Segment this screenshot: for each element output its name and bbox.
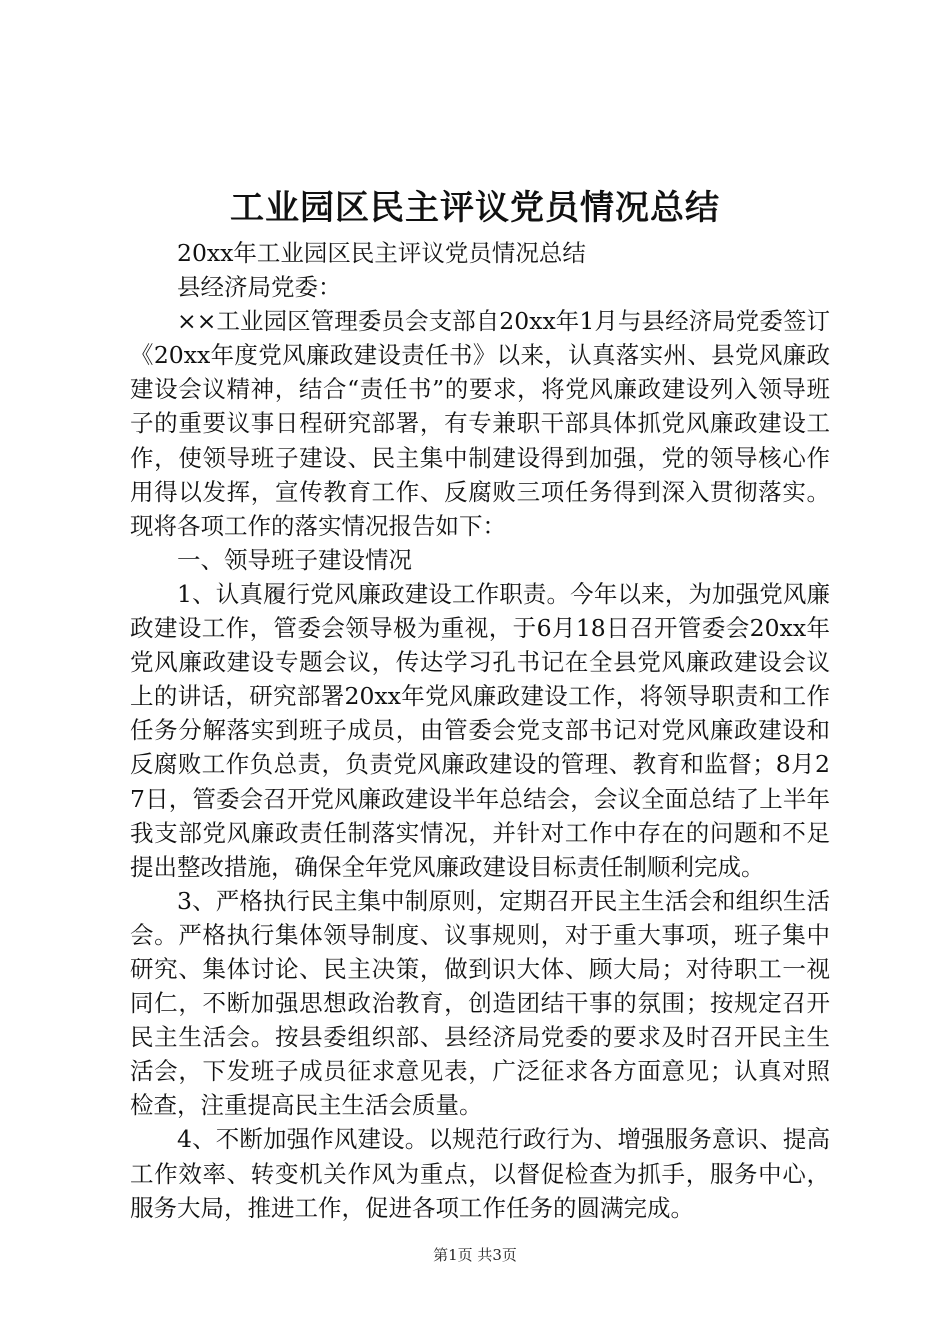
intro-paragraph: ××工业园区管理委员会支部自20xx年1月与县经济局党委签订《20xx年度党风廉政建设责任书》以来，认真落实州、县党风廉政建设会议精神，结合“责任书”的要求，将党风廉政建设列入领导班子的重要议事日程研究部署，有专兼职干部具体抓党风廉政建设工作，使领导班子建设、民主集中制建设得到加强，党的领导核心作用得以发挥，宣传教育工作、反腐败三项任务得到深入贯彻落实。现将各项工作的落实情况报告如下：: [130, 307, 830, 540]
page-number-footer: 第1页 共3页: [433, 1246, 517, 1264]
item-1-paragraph: 1、认真履行党风廉政建设工作职责。今年以来，为加强党风廉政建设工作，管委会领导极为重视，于6月18日召开管委会20xx年党风廉政建设专题会议，传达学习孔书记在全县党风廉政建设会议上的讲话，研究部署20xx年党风廉政建设工作，将领导职责和工作任务分解落实到班子成员，由管委会党支部书记对党风廉政建设和反腐败工作负总责，负责党风廉政建设的管理、教育和监督；8月27日，管委会召开党风廉政建设半年总结会，会议全面总结了上半年我支部党风廉政责任制落实情况，并针对工作中存在的问题和不足提出整改措施，确保全年党风廉政建设目标责任制顺利完成。: [130, 579, 830, 881]
item-4-paragraph: 4、不断加强作风建设。以规范行政行为、增强服务意识、提高工作效率、转变机关作风为重点，以督促检查为抓手，服务中心，服务大局，推进工作，促进各项工作任务的圆满完成。: [130, 1125, 830, 1222]
salutation-paragraph: 县经济局党委：: [177, 273, 342, 302]
subtitle-paragraph: 20xx年工业园区民主评议党员情况总结: [177, 239, 586, 267]
document-body: [130, 236, 830, 1225]
section-heading: 一、领导班子建设情况: [177, 545, 412, 574]
document-title: 工业园区民主评议党员情况总结: [230, 188, 720, 228]
item-3-paragraph: 3、严格执行民主集中制原则，定期召开民主生活会和组织生活会。严格执行集体领导制度、议事规则，对于重大事项，班子集中研究、集体讨论、民主决策，做到识大体、顾大局；对待职工一视同仁，不断加强思想政治教育，创造团结干事的氛围；按规定召开民主生活会。按县委组织部、县经济局党委的要求及时召开民主生活会，下发班子成员征求意见表，广泛征求各方面意见；认真对照检查，注重提高民主生活会质量。: [130, 886, 830, 1120]
